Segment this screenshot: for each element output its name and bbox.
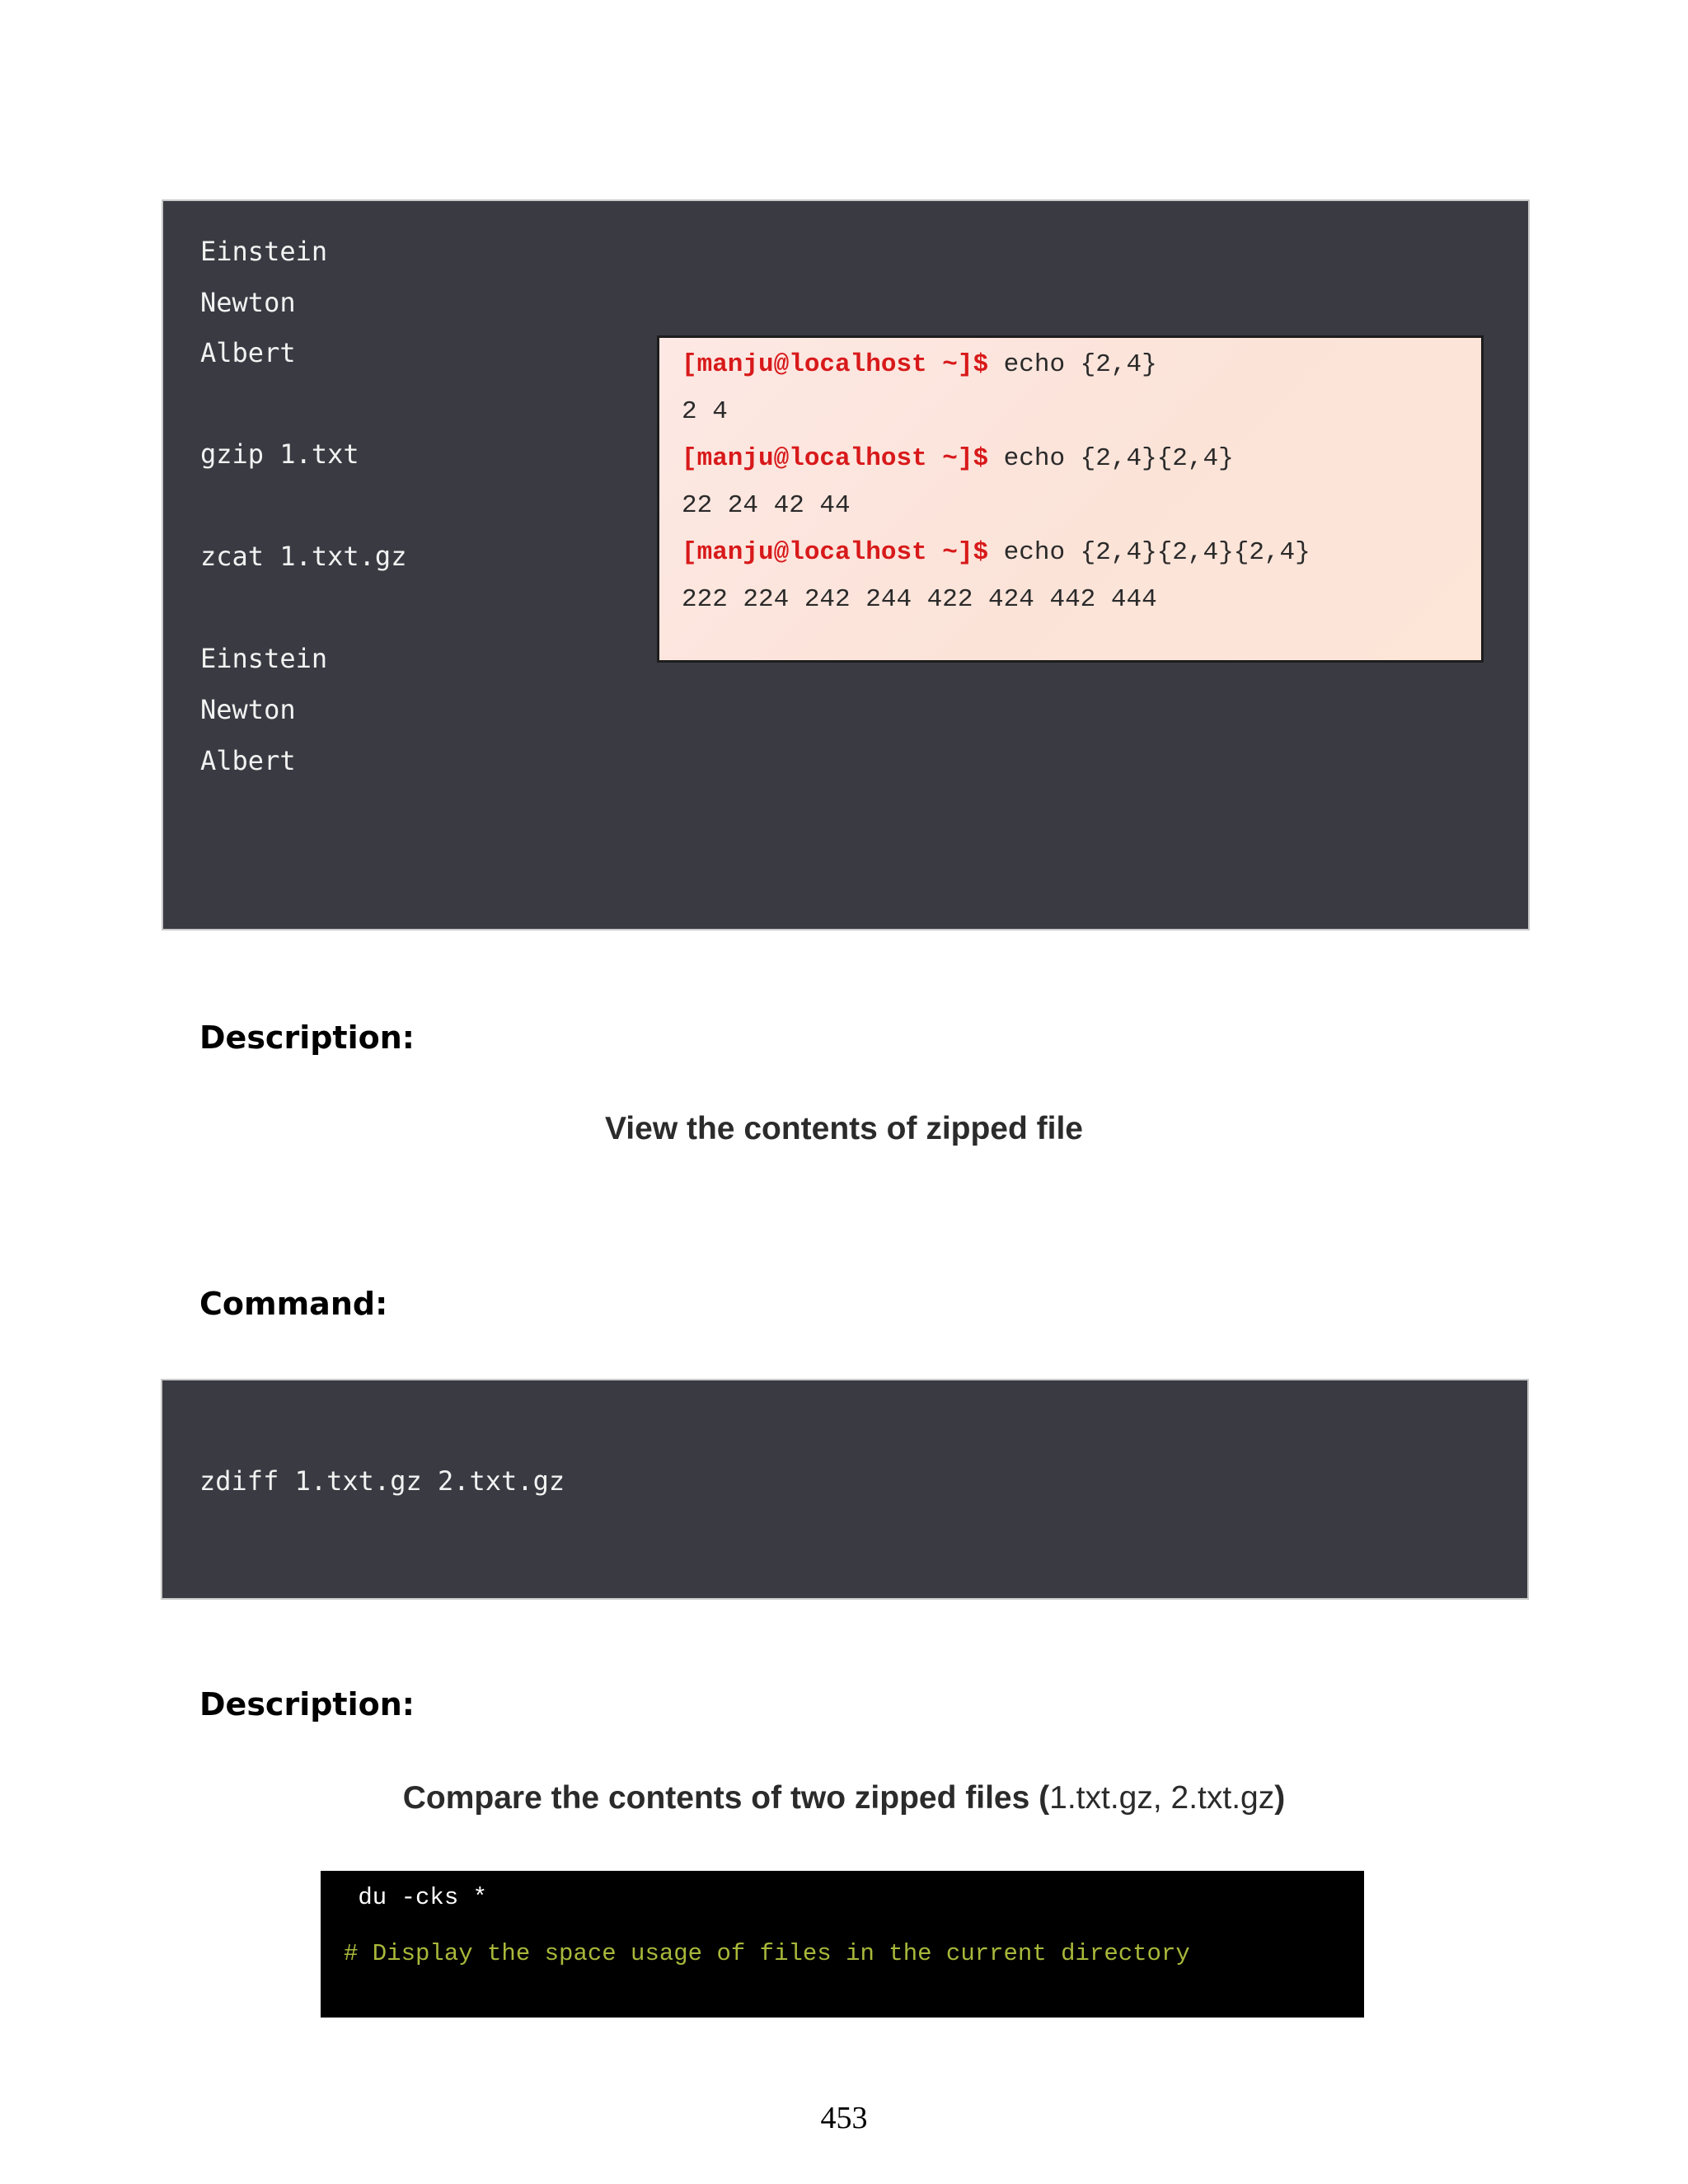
code-block-du — [321, 1871, 1364, 2018]
du-command: du -cks * — [344, 1884, 488, 1911]
code-line: Einstein — [200, 236, 328, 267]
du-comment: # Display the space usage of files in the current directory — [344, 1940, 1190, 1967]
command-text: zdiff 1.txt.gz 2.txt.gz — [199, 1465, 565, 1497]
page-number: 453 — [820, 2101, 868, 2135]
code-line: Albert — [200, 337, 296, 368]
description-text — [0, 1780, 1688, 1816]
code-block-command — [161, 1379, 1529, 1600]
terminal-prompt: [manju@localhost ~]$ — [682, 538, 989, 567]
terminal-command: echo {2,4}{2,4} — [988, 444, 1234, 473]
terminal-command-line — [682, 350, 1157, 379]
code-line: zcat 1.txt.gz — [200, 541, 407, 572]
terminal-prompt: [manju@localhost ~]$ — [682, 350, 989, 379]
description-text-bold: Compare the contents of two zipped files ( — [402, 1780, 1050, 1816]
terminal-brace-expansion-example — [657, 335, 1484, 663]
code-line: Newton — [200, 287, 296, 318]
terminal-output-line: 222 224 242 244 422 424 442 444 — [682, 585, 1157, 614]
description-heading: Description: — [199, 1686, 415, 1722]
code-line: Albert — [200, 745, 296, 776]
command-heading: Command: — [199, 1286, 388, 1322]
code-line: Einstein — [200, 643, 328, 674]
description-text-close: ) — [1274, 1780, 1286, 1816]
description-text — [0, 1111, 1688, 1147]
code-line: gzip 1.txt — [200, 438, 359, 470]
description-heading: Description: — [199, 1019, 415, 1056]
code-line: Newton — [200, 694, 296, 725]
description-text-bold: View the contents of zipped file — [604, 1111, 1083, 1146]
terminal-command: echo {2,4} — [988, 350, 1157, 379]
terminal-output-line: 22 24 42 44 — [682, 491, 851, 520]
description-text-files: 1.txt.gz, 2.txt.gz — [1049, 1780, 1275, 1816]
terminal-output-line: 2 4 — [682, 397, 728, 426]
terminal-command-line — [682, 444, 1234, 473]
terminal-prompt: [manju@localhost ~]$ — [682, 444, 989, 473]
terminal-command: echo {2,4}{2,4}{2,4} — [988, 538, 1311, 567]
terminal-command-line — [682, 538, 1311, 567]
